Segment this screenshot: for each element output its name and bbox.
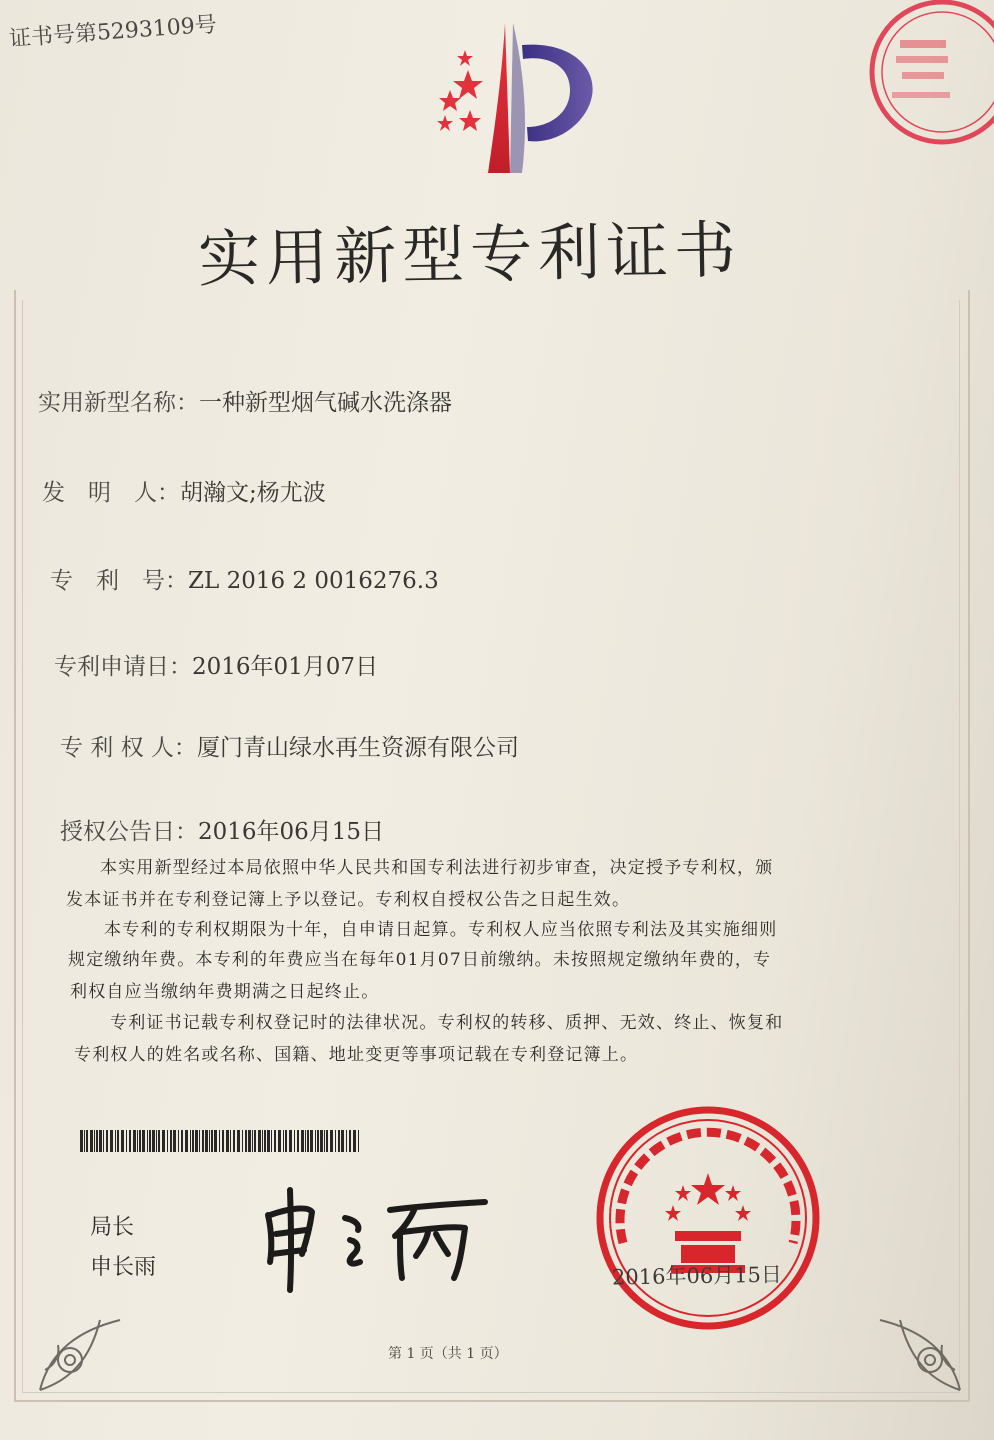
signatory-role: 局长: [90, 1215, 135, 1240]
body-line: 发本证书并在专利登记簿上予以登记。专利权自授权公告之日起生效。: [66, 890, 631, 910]
certificate-title: 实用新型专利证书: [197, 213, 743, 296]
inventor-field: [42, 474, 326, 507]
seal-date: 2016年06月15日: [611, 1262, 783, 1290]
corner-ornament-icon: [860, 1290, 970, 1400]
body-line: 本实用新型经过本局依照中华人民共和国专利法进行初步审查，决定授予专利权，颁: [100, 858, 774, 878]
official-seal-icon: [593, 1103, 823, 1333]
body-line: 利权自应当缴纳年费期满之日起终止。: [70, 982, 380, 1002]
grant-date-field: [60, 813, 384, 846]
field-label: 实用新型名称：: [38, 390, 199, 416]
field-label: 专 利 号：: [50, 568, 188, 594]
field-value: 一种新型烟气碱水洗涤器: [199, 390, 452, 416]
field-value: 胡瀚文;杨尤波: [180, 480, 326, 506]
page-footer: 第 1 页（共 1 页）: [388, 1346, 508, 1362]
field-label: 专 利 权 人：: [60, 735, 197, 761]
field-value: 2016年01月07日: [192, 654, 379, 680]
body-line: 本专利的专利权期限为十年，自申请日起算。专利权人应当依照专利法及其实施细则: [104, 920, 778, 940]
field-value: ZL 2016 2 0016276.3: [188, 568, 439, 594]
body-line: 专利证书记载专利权登记时的法律状况。专利权的转移、质押、无效、终止、恢复和: [110, 1013, 784, 1033]
signatory-name: 申长雨: [90, 1255, 157, 1280]
patentee-field: [60, 729, 519, 762]
field-value: 厦门青山绿水再生资源有限公司: [196, 735, 519, 761]
body-line: 专利权人的姓名或名称、国籍、地址变更等事项记载在专利登记簿上。: [74, 1045, 639, 1065]
corner-ornament-icon: [30, 1290, 140, 1400]
barcode-icon: [80, 1130, 362, 1152]
field-label: 发 明 人：: [42, 480, 180, 506]
filing-date-field: [54, 648, 378, 681]
body-line: 规定缴纳年费。本专利的年费应当在每年01月07日前缴纳。未按照规定缴纳年费的，专: [68, 950, 772, 970]
cnipa-logo-icon: [410, 15, 610, 185]
utility-model-name-field: [38, 384, 452, 417]
field-label: 专利申请日：: [54, 654, 192, 680]
field-label: 授权公告日：: [60, 819, 198, 845]
patent-number-field: [50, 562, 439, 595]
field-value: 2016年06月15日: [198, 819, 385, 845]
certificate-number: 证书号第5293109号: [8, 12, 218, 52]
signature-icon: [250, 1170, 500, 1295]
agency-seal-icon: [862, 0, 994, 152]
